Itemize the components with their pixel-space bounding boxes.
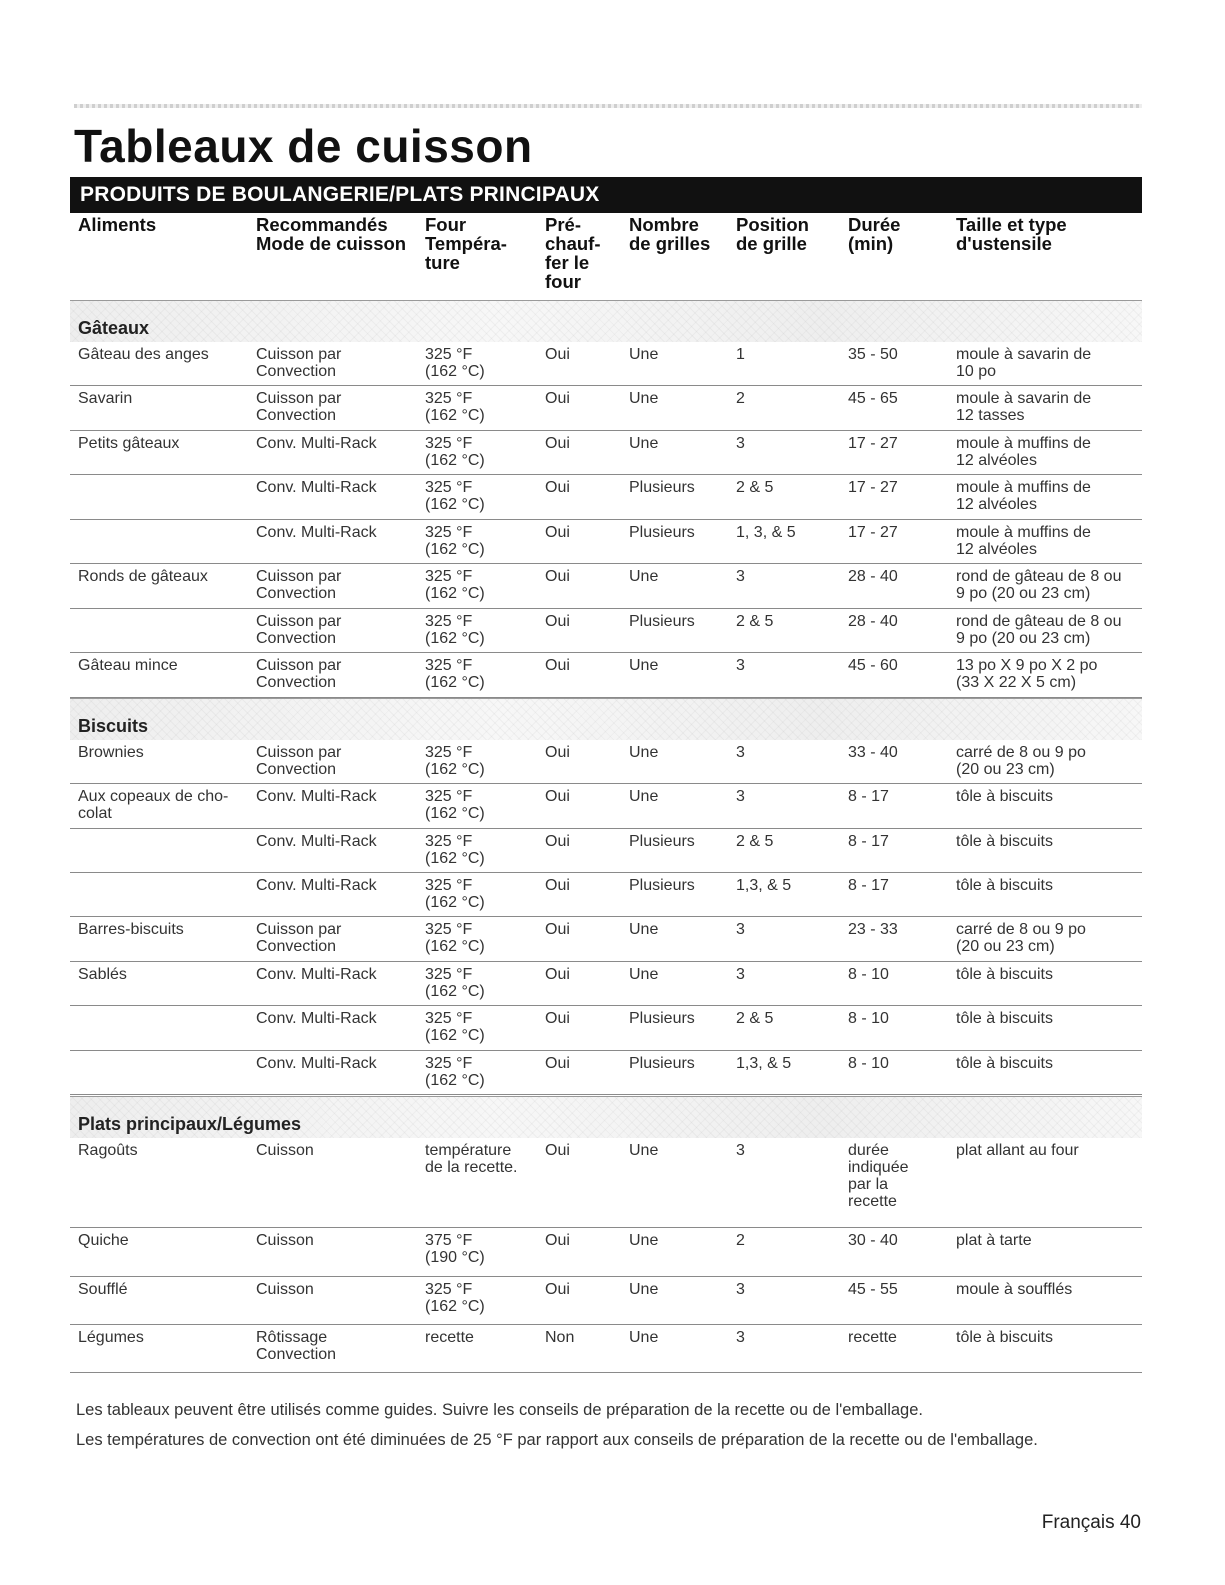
table-cell: Conv. Multi-Rack <box>256 966 377 983</box>
table-cell: 1,3, & 5 <box>736 877 792 894</box>
table-cell: Une <box>629 1329 659 1346</box>
table-cell: 17 - 27 <box>848 435 898 452</box>
table-cell: recette <box>425 1329 474 1346</box>
header-aliments: Aliments <box>78 214 157 235</box>
table-cell: Conv. Multi-Rack <box>256 435 377 452</box>
table-cell: Une <box>629 1142 659 1159</box>
table-cell: 13 po X 9 po X 2 po (33 X 22 X 5 cm) <box>956 657 1098 691</box>
table-cell: 28 - 40 <box>848 568 898 585</box>
table-cell: Oui <box>545 524 570 541</box>
table-cell: 17 - 27 <box>848 524 898 541</box>
table-cell: 2 & 5 <box>736 833 774 850</box>
table-cell: tôle à biscuits <box>956 966 1053 983</box>
table-cell: 3 <box>736 921 745 938</box>
table-cell: Cuisson par Convection <box>256 390 342 424</box>
table-cell: 1,3, & 5 <box>736 1055 792 1072</box>
table-cell: Une <box>629 657 659 674</box>
table-cell: 375 °F (190 °C) <box>425 1232 485 1266</box>
table-cell: Cuisson <box>256 1232 314 1249</box>
group-band <box>70 300 1142 342</box>
table-cell: 325 °F (162 °C) <box>425 390 485 424</box>
table-cell: moule à muffins de 12 alvéoles <box>956 479 1091 513</box>
table-cell: Savarin <box>78 390 133 407</box>
table-cell: recette <box>848 1329 897 1346</box>
table-row <box>70 653 1142 698</box>
group-band <box>70 1096 1142 1138</box>
table-cell: 325 °F (162 °C) <box>425 1055 485 1089</box>
table-cell: Petits gâteaux <box>78 435 180 452</box>
table-cell: Légumes <box>78 1329 144 1346</box>
table-cell: Oui <box>545 966 570 983</box>
table-cell: Une <box>629 435 659 452</box>
table-cell: moule à soufflés <box>956 1281 1073 1298</box>
note-guides: Les tableaux peuvent être utilisés comme guides. Suivre les conseils de préparation de la recette ou de l'emballage. <box>76 1401 923 1419</box>
table-row <box>70 609 1142 653</box>
table-row <box>70 1325 1142 1373</box>
table-cell: 325 °F (162 °C) <box>425 524 485 558</box>
table-cell: 1 <box>736 346 745 363</box>
table-cell: 3 <box>736 788 745 805</box>
table-cell: Conv. Multi-Rack <box>256 788 377 805</box>
table-cell: 325 °F (162 °C) <box>425 346 485 380</box>
table-cell: Plusieurs <box>629 1055 695 1072</box>
table-cell: Oui <box>545 921 570 938</box>
table-cell: plat à tarte <box>956 1232 1032 1249</box>
group-label: Plats principaux/Légumes <box>78 1114 302 1134</box>
table-cell: Rôtissage Convection <box>256 1329 337 1363</box>
table-cell: Cuisson par Convection <box>256 657 342 691</box>
table-cell: 8 - 17 <box>848 833 889 850</box>
table-row <box>70 873 1142 917</box>
table-cell: Oui <box>545 833 570 850</box>
table-cell: 8 - 10 <box>848 1055 889 1072</box>
header-duree: Durée (min) <box>848 214 901 254</box>
header-prechauffer: Pré- chauf- fer le four <box>545 214 601 292</box>
table-cell: 2 & 5 <box>736 479 774 496</box>
table-cell: moule à muffins de 12 alvéoles <box>956 435 1091 469</box>
table-cell: Une <box>629 568 659 585</box>
table-cell: 2 <box>736 390 745 407</box>
table-cell: Oui <box>545 1142 570 1159</box>
table-cell: Cuisson par Convection <box>256 744 342 778</box>
group-band <box>70 698 1142 740</box>
table-cell: 325 °F (162 °C) <box>425 877 485 911</box>
table-cell: 325 °F (162 °C) <box>425 1281 485 1315</box>
table-cell: Oui <box>545 1010 570 1027</box>
table-cell: moule à savarin de 12 tasses <box>956 390 1092 424</box>
table-row <box>70 1228 1142 1277</box>
table-cell: Oui <box>545 390 570 407</box>
table-cell: Oui <box>545 346 570 363</box>
table-cell: 45 - 60 <box>848 657 898 674</box>
table-cell: moule à muffins de 12 alvéoles <box>956 524 1091 558</box>
table-cell: 8 - 17 <box>848 877 889 894</box>
table-cell: Conv. Multi-Rack <box>256 833 377 850</box>
table-cell: Oui <box>545 1281 570 1298</box>
table-cell: Aux copeaux de cho- colat <box>78 788 229 822</box>
header-mode: Recommandés Mode de cuisson <box>256 214 407 254</box>
table-cell: 3 <box>736 568 745 585</box>
table-cell: carré de 8 ou 9 po (20 ou 23 cm) <box>956 921 1086 955</box>
table-cell: 3 <box>736 966 745 983</box>
page-number: Français 40 <box>1041 1512 1141 1533</box>
table-cell: Oui <box>545 877 570 894</box>
table-cell: Oui <box>545 479 570 496</box>
table-cell: 30 - 40 <box>848 1232 898 1249</box>
table-cell: 325 °F (162 °C) <box>425 966 485 1000</box>
section-banner: PRODUITS DE BOULANGERIE/PLATS PRINCIPAUX <box>70 177 1142 213</box>
table-cell: tôle à biscuits <box>956 788 1053 805</box>
table-cell: carré de 8 ou 9 po (20 ou 23 cm) <box>956 744 1086 778</box>
table-cell: 45 - 55 <box>848 1281 898 1298</box>
table-cell: Cuisson <box>256 1142 314 1159</box>
table-row <box>70 784 1142 829</box>
table-cell: Oui <box>545 435 570 452</box>
table-cell: Gâteau des anges <box>78 346 209 363</box>
table-cell: 33 - 40 <box>848 744 898 761</box>
table-cell: 325 °F (162 °C) <box>425 921 485 955</box>
table-cell: Brownies <box>78 744 144 761</box>
table-cell: 2 & 5 <box>736 613 774 630</box>
table-cell: Conv. Multi-Rack <box>256 1010 377 1027</box>
table-cell: 8 - 17 <box>848 788 889 805</box>
table-cell: Une <box>629 966 659 983</box>
table-cell: 325 °F (162 °C) <box>425 1010 485 1044</box>
table-cell: Une <box>629 1281 659 1298</box>
table-cell: Plusieurs <box>629 524 695 541</box>
table-cell: Cuisson par Convection <box>256 921 342 955</box>
table-row <box>70 1138 1142 1228</box>
table-row <box>70 962 1142 1006</box>
table-cell: Plusieurs <box>629 613 695 630</box>
table-cell: 8 - 10 <box>848 966 889 983</box>
table-cell: Une <box>629 1232 659 1249</box>
table-cell: rond de gâteau de 8 ou 9 po (20 ou 23 cm) <box>956 613 1122 647</box>
table-row <box>70 1277 1142 1325</box>
table-cell: Une <box>629 390 659 407</box>
table-cell: 2 & 5 <box>736 1010 774 1027</box>
table-cell: Cuisson par Convection <box>256 568 342 602</box>
table-cell: 325 °F (162 °C) <box>425 657 485 691</box>
table-cell: 3 <box>736 1281 745 1298</box>
table-cell: Quiche <box>78 1232 129 1249</box>
table-cell: tôle à biscuits <box>956 1055 1053 1072</box>
table-cell: 325 °F (162 °C) <box>425 613 485 647</box>
table-cell: Oui <box>545 613 570 630</box>
table-cell: 8 - 10 <box>848 1010 889 1027</box>
table-cell: 17 - 27 <box>848 479 898 496</box>
group-label: Gâteaux <box>78 318 150 338</box>
table-cell: 3 <box>736 744 745 761</box>
header-nombre-grilles: Nombre de grilles <box>629 214 711 254</box>
table-cell: Oui <box>545 1232 570 1249</box>
table-row <box>70 386 1142 431</box>
table-cell: Barres-biscuits <box>78 921 184 938</box>
table-cell: Non <box>545 1329 575 1346</box>
table-cell: Plusieurs <box>629 833 695 850</box>
table-cell: durée indiquée par la recette <box>848 1142 909 1210</box>
table-row <box>70 740 1142 784</box>
table-cell: rond de gâteau de 8 ou 9 po (20 ou 23 cm) <box>956 568 1122 602</box>
table-row <box>70 520 1142 564</box>
table-cell: Oui <box>545 1055 570 1072</box>
table-cell: 2 <box>736 1232 745 1249</box>
table-cell: Gâteau mince <box>78 657 178 674</box>
table-cell: 45 - 65 <box>848 390 898 407</box>
table-cell: moule à savarin de 10 po <box>956 346 1092 380</box>
table-row <box>70 431 1142 475</box>
table-cell: Oui <box>545 744 570 761</box>
table-cell: 23 - 33 <box>848 921 898 938</box>
table-cell: 325 °F (162 °C) <box>425 788 485 822</box>
table-cell: Conv. Multi-Rack <box>256 524 377 541</box>
table-cell: Ragoûts <box>78 1142 138 1159</box>
table-cell: tôle à biscuits <box>956 1329 1053 1346</box>
table-cell: 3 <box>736 1329 745 1346</box>
table-cell: Conv. Multi-Rack <box>256 1055 377 1072</box>
table-cell: Cuisson par Convection <box>256 613 342 647</box>
table-cell: Cuisson par Convection <box>256 346 342 380</box>
table-cell: Une <box>629 921 659 938</box>
table-row <box>70 475 1142 520</box>
table-cell: tôle à biscuits <box>956 1010 1053 1027</box>
table-cell: 1, 3, & 5 <box>736 524 796 541</box>
table-cell: tôle à biscuits <box>956 833 1053 850</box>
table-cell: Plusieurs <box>629 479 695 496</box>
table-row <box>70 342 1142 386</box>
table-cell: 3 <box>736 657 745 674</box>
table-cell: 325 °F (162 °C) <box>425 833 485 867</box>
table-row <box>70 1006 1142 1051</box>
table-cell: Ronds de gâteaux <box>78 568 208 585</box>
table-cell: Sablés <box>78 966 127 983</box>
group-label: Biscuits <box>78 716 149 736</box>
table-cell: Plusieurs <box>629 877 695 894</box>
table-cell: plat allant au four <box>956 1142 1079 1159</box>
table-cell: température de la recette. <box>425 1142 518 1176</box>
table-row <box>70 829 1142 873</box>
table-row <box>70 564 1142 609</box>
table-cell: 3 <box>736 1142 745 1159</box>
table-cell: tôle à biscuits <box>956 877 1053 894</box>
table-cell: Oui <box>545 568 570 585</box>
table-row <box>70 1051 1142 1095</box>
page-title: Tableaux de cuisson <box>74 120 533 172</box>
table-cell: 35 - 50 <box>848 346 898 363</box>
table-cell: Une <box>629 788 659 805</box>
table-cell: Oui <box>545 788 570 805</box>
header-temperature: Four Tempéra- ture <box>425 214 507 273</box>
header-position-grille: Position de grille <box>736 214 809 254</box>
header-ustensile: Taille et type d'ustensile <box>956 214 1067 254</box>
note-convection: Les températures de convection ont été diminuées de 25 °F par rapport aux conseils de préparation de la recette ou de l'emballage. <box>76 1431 1038 1449</box>
table-cell: Plusieurs <box>629 1010 695 1027</box>
table-cell: 28 - 40 <box>848 613 898 630</box>
table-row <box>70 917 1142 962</box>
table-cell: 3 <box>736 435 745 452</box>
table-cell: Une <box>629 744 659 761</box>
table-cell: 325 °F (162 °C) <box>425 568 485 602</box>
table-cell: Une <box>629 346 659 363</box>
table-cell: Cuisson <box>256 1281 314 1298</box>
table-cell: Conv. Multi-Rack <box>256 877 377 894</box>
table-cell: Conv. Multi-Rack <box>256 479 377 496</box>
table-cell: 325 °F (162 °C) <box>425 435 485 469</box>
table-cell: Soufflé <box>78 1281 128 1298</box>
table-cell: 325 °F (162 °C) <box>425 744 485 778</box>
table-cell: 325 °F (162 °C) <box>425 479 485 513</box>
table-cell: Oui <box>545 657 570 674</box>
